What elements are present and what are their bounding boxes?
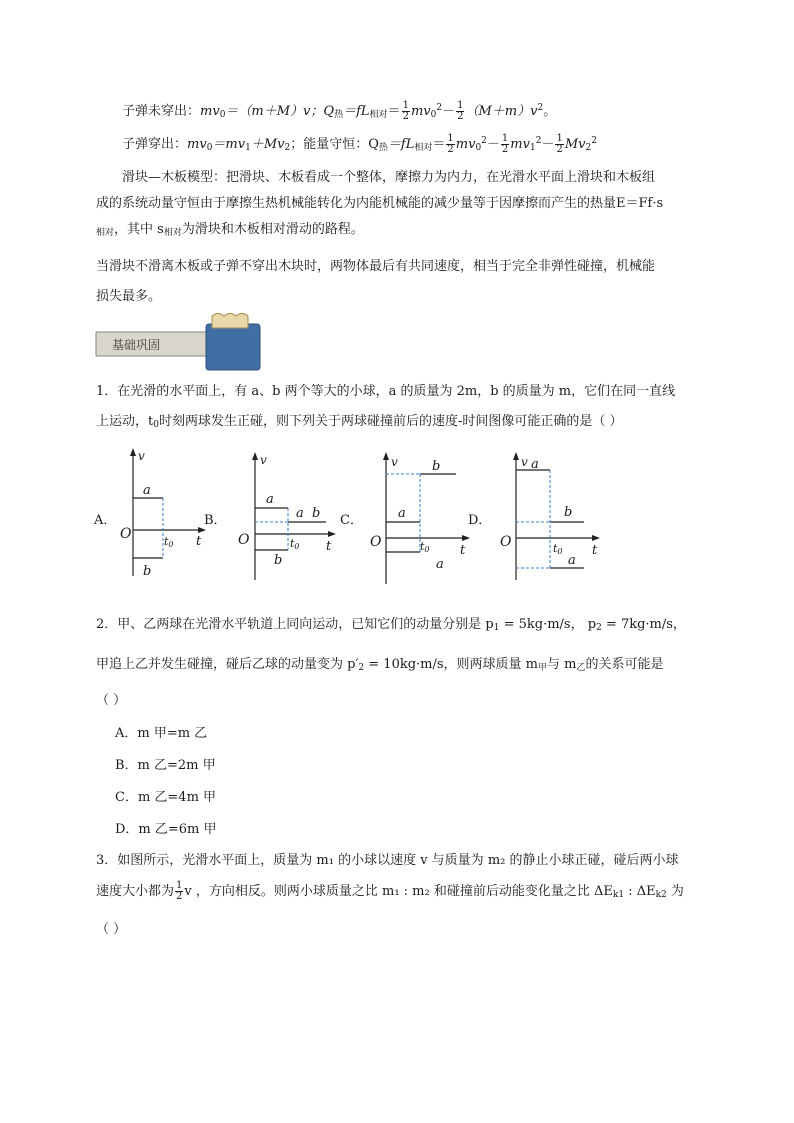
label-t: t — [326, 539, 332, 554]
label-v: v — [521, 455, 528, 469]
pen-sub2: 2 — [284, 143, 291, 153]
label-a: a — [266, 492, 274, 507]
graph-a — [118, 448, 208, 578]
q2-choice-d[interactable]: D．m 乙=6m 甲 — [115, 822, 217, 837]
slider-model-line1: 滑块—木板模型：把滑块、木板看成一个整体，摩擦力为内力，在光滑水平面上滑块和木板组 — [122, 170, 656, 185]
label-b: b — [432, 459, 441, 474]
t0-t: t — [420, 540, 425, 553]
t0-t: t — [290, 537, 295, 550]
unpen-rel-sub: 相对 — [369, 110, 388, 120]
graph-d — [498, 452, 608, 584]
label-t0 — [553, 542, 563, 556]
fraction-half: $\frac{1}{2}$ — [447, 133, 454, 155]
unpen-eq1b: ＝（m＋M）v；Q — [225, 104, 335, 119]
slider-rel-sub1: 相对 — [96, 228, 115, 238]
q1-line2-sub: 0 — [153, 420, 159, 430]
q3-frac-den: 2 — [176, 891, 183, 902]
q3-fraction — [175, 881, 183, 902]
pen-sub0b: 0 — [475, 143, 482, 153]
pen-eq5: － — [486, 137, 500, 152]
label-t: t — [592, 543, 598, 558]
option-b-label[interactable]: B． — [204, 513, 227, 528]
basic-practice-badge — [94, 310, 266, 372]
q2-line2b: = 10kg·m/s，则两球质量 m — [364, 657, 539, 672]
label-t: t — [196, 534, 202, 549]
unpenetrated-formula — [122, 100, 556, 122]
label-o: O — [120, 526, 132, 542]
inelastic-line2: 损失最多。 — [96, 289, 162, 304]
q3-line2 — [96, 880, 684, 902]
badge-text: 基础巩固 — [112, 338, 161, 352]
label-v: v — [260, 453, 267, 467]
label-t0 — [290, 537, 300, 551]
q2-line2c: 与 m — [547, 657, 577, 672]
x-arrow — [462, 535, 470, 541]
unpen-sub0b: 0 — [430, 110, 437, 120]
fraction-half: $\frac{1}{2}$ — [457, 100, 464, 122]
option-c-label[interactable]: C． — [340, 513, 363, 528]
label-v: v — [138, 449, 145, 463]
pen-heat-sub: 热 — [378, 143, 388, 153]
q3-ek1-sub: k1 — [612, 890, 625, 900]
label-a2: a — [296, 506, 304, 521]
label-a2: a — [568, 553, 576, 568]
unpen-sup2b: 2 — [537, 103, 544, 113]
t0-sub: 0 — [557, 547, 563, 556]
q3-frac-num: 1 — [176, 880, 183, 891]
unpen-sub0: 0 — [219, 110, 226, 120]
pen-sup2b: 2 — [535, 136, 542, 146]
q3-line1: 3．如图所示，光滑水平面上，质量为 m₁ 的小球以速度 v 与质量为 m₂ 的静止小球正碰，碰后两小球 — [96, 853, 679, 868]
pen-eq1b: ＝mv — [212, 137, 246, 152]
pen-eq6: mv — [510, 137, 530, 152]
q2-jia-sub: 甲 — [538, 663, 548, 673]
q2-line2a: 甲追上乙并发生碰撞，碰后乙球的动量变为 p′ — [96, 657, 359, 672]
pen-eq4: mv — [455, 137, 476, 152]
label-t0 — [420, 540, 430, 554]
label-a2: a — [436, 557, 444, 572]
pen-eq3: ＝ — [432, 137, 446, 152]
unpen-eq6: （M＋m）v — [465, 104, 538, 119]
unpen-eq1: mv — [200, 104, 220, 119]
q2-p2-sub: 2 — [596, 623, 602, 633]
unpen-eq5: － — [442, 104, 456, 119]
pen-eq8: Mv — [564, 137, 586, 152]
q2-line2 — [96, 653, 664, 673]
q3-ek2-sub: k2 — [655, 890, 667, 900]
q2-line1 — [96, 613, 686, 633]
q2-line1b: = 5kg·m/s， p — [499, 617, 597, 632]
label-v: v — [391, 455, 398, 469]
q3-answer-paren: （ ） — [96, 922, 127, 937]
label-a: a — [531, 457, 539, 472]
fraction-half: $\frac{1}{2}$ — [402, 100, 409, 122]
fraction-half: $\frac{1}{2}$ — [501, 133, 509, 155]
slider-model-line3 — [96, 218, 364, 238]
t0-t: t — [553, 542, 558, 555]
pen-energy: ；能量守恒：Q — [290, 137, 379, 152]
label-a: a — [143, 483, 151, 498]
label-o: O — [370, 534, 382, 550]
pen-rel-sub: 相对 — [414, 143, 433, 153]
q3-line2b: v ，方向相反。则两小球质量之比 m₁ : m₂ 和碰撞前后动能变化量之比 ΔE — [184, 884, 613, 899]
q2-answer-paren: （ ） — [96, 693, 127, 708]
t0-sub: 0 — [294, 542, 300, 551]
label-o: O — [238, 532, 250, 548]
pen-sup2c: 2 — [591, 136, 597, 146]
option-a-label[interactable]: A． — [94, 513, 117, 528]
graph-b — [238, 452, 338, 582]
unpen-eq2: ＝fL — [343, 104, 370, 119]
x-arrow — [198, 527, 206, 533]
label-t0 — [164, 535, 174, 549]
q3-line2d: 为 — [666, 884, 684, 899]
q2-line1a: 2．甲、乙两球在光滑水平轨道上同向运动，已知它们的动量分别是 p — [96, 617, 494, 632]
t0-sub: 0 — [168, 540, 174, 549]
slider-line3d: 为滑块和木板相对滑动的路程。 — [181, 222, 364, 237]
pen-eq1c: ＋Mv — [250, 137, 285, 152]
t0-sub: 0 — [424, 545, 430, 554]
q2-p1-sub: 1 — [493, 623, 500, 633]
unpen-label: 子弹未穿出： — [122, 104, 201, 119]
q2-choice-a[interactable]: A．m 甲=m 乙 — [115, 726, 208, 741]
slider-model-line2: 成的系统动量守恒由于摩擦生热机械能转化为内能机械能的减少量等于因摩擦而产生的热量E＝Ff·s — [96, 196, 664, 211]
q1-line1: 1．在光滑的水平面上，有 a、b 两个等大的小球，a 的质量为 2m，b 的质量为 m，它们在同一直线 — [96, 384, 676, 399]
q3-line2c: : ΔE — [624, 884, 656, 899]
badge-bucket — [206, 324, 260, 370]
y-arrow — [513, 452, 519, 460]
y-arrow — [130, 448, 136, 456]
q1-line2 — [96, 410, 623, 430]
pen-eq7: － — [541, 137, 555, 152]
q1-line2-rest: 时刻两球发生正碰，则下列关于两球碰撞前后的速度-时间图像可能正确的是（ ） — [158, 414, 623, 429]
label-b: b — [143, 564, 152, 579]
pen-sup2: 2 — [481, 136, 487, 146]
unpen-end: 。 — [543, 104, 557, 119]
inelastic-line1: 当滑块不滑离木板或子弹不穿出木块时，两物体最后有共同速度，相当于完全非弹性碰撞，机械能 — [96, 259, 656, 274]
pen-sub2b: 2 — [585, 143, 592, 153]
pen-sub0: 0 — [206, 143, 213, 153]
y-arrow — [383, 452, 389, 460]
q2-line2d: 的关系可能是 — [585, 657, 664, 672]
q2-p2prime-sub: 2 — [358, 663, 365, 673]
q2-choice-b[interactable]: B．m 乙=2m 甲 — [115, 758, 216, 773]
label-o: O — [500, 534, 512, 550]
q2-choice-c[interactable]: C．m 乙=4m 甲 — [115, 790, 217, 805]
unpen-eq3: ＝ — [387, 104, 401, 119]
q1-line2a: 上运动，t — [96, 414, 154, 429]
t0-t: t — [164, 535, 169, 548]
x-arrow — [328, 531, 336, 537]
label-a: a — [398, 506, 406, 521]
label-b: b — [274, 553, 283, 568]
graph-c — [368, 452, 478, 587]
slider-rel-sub2: 相对 — [163, 228, 182, 238]
fraction-half: $\frac{1}{2}$ — [556, 133, 563, 155]
unpen-eq4: mv — [410, 104, 431, 119]
y-arrow — [252, 452, 258, 460]
unpen-sup2: 2 — [436, 103, 443, 113]
unpen-heat-sub: 热 — [334, 110, 344, 120]
q2-yi-sub: 乙 — [576, 663, 586, 673]
pen-label: 子弹穿出： — [122, 137, 188, 152]
penetrated-formula — [122, 133, 597, 155]
q2-line1c: = 7kg·m/s， — [601, 617, 686, 632]
option-d-label[interactable]: D． — [468, 513, 492, 528]
q3-line2a: 速度大小都为 — [96, 884, 175, 899]
slider-line3b: ，其中 s — [114, 222, 164, 237]
pen-sub1b: 1 — [529, 143, 536, 153]
label-b: b — [564, 505, 573, 520]
label-t: t — [460, 543, 466, 558]
pen-sub1: 1 — [245, 143, 251, 153]
label-b2: b — [312, 506, 321, 521]
pen-eq2: ＝fL — [387, 137, 415, 152]
x-arrow — [592, 535, 600, 541]
badge-scroll — [212, 314, 248, 329]
pen-eq1: mv — [187, 137, 207, 152]
